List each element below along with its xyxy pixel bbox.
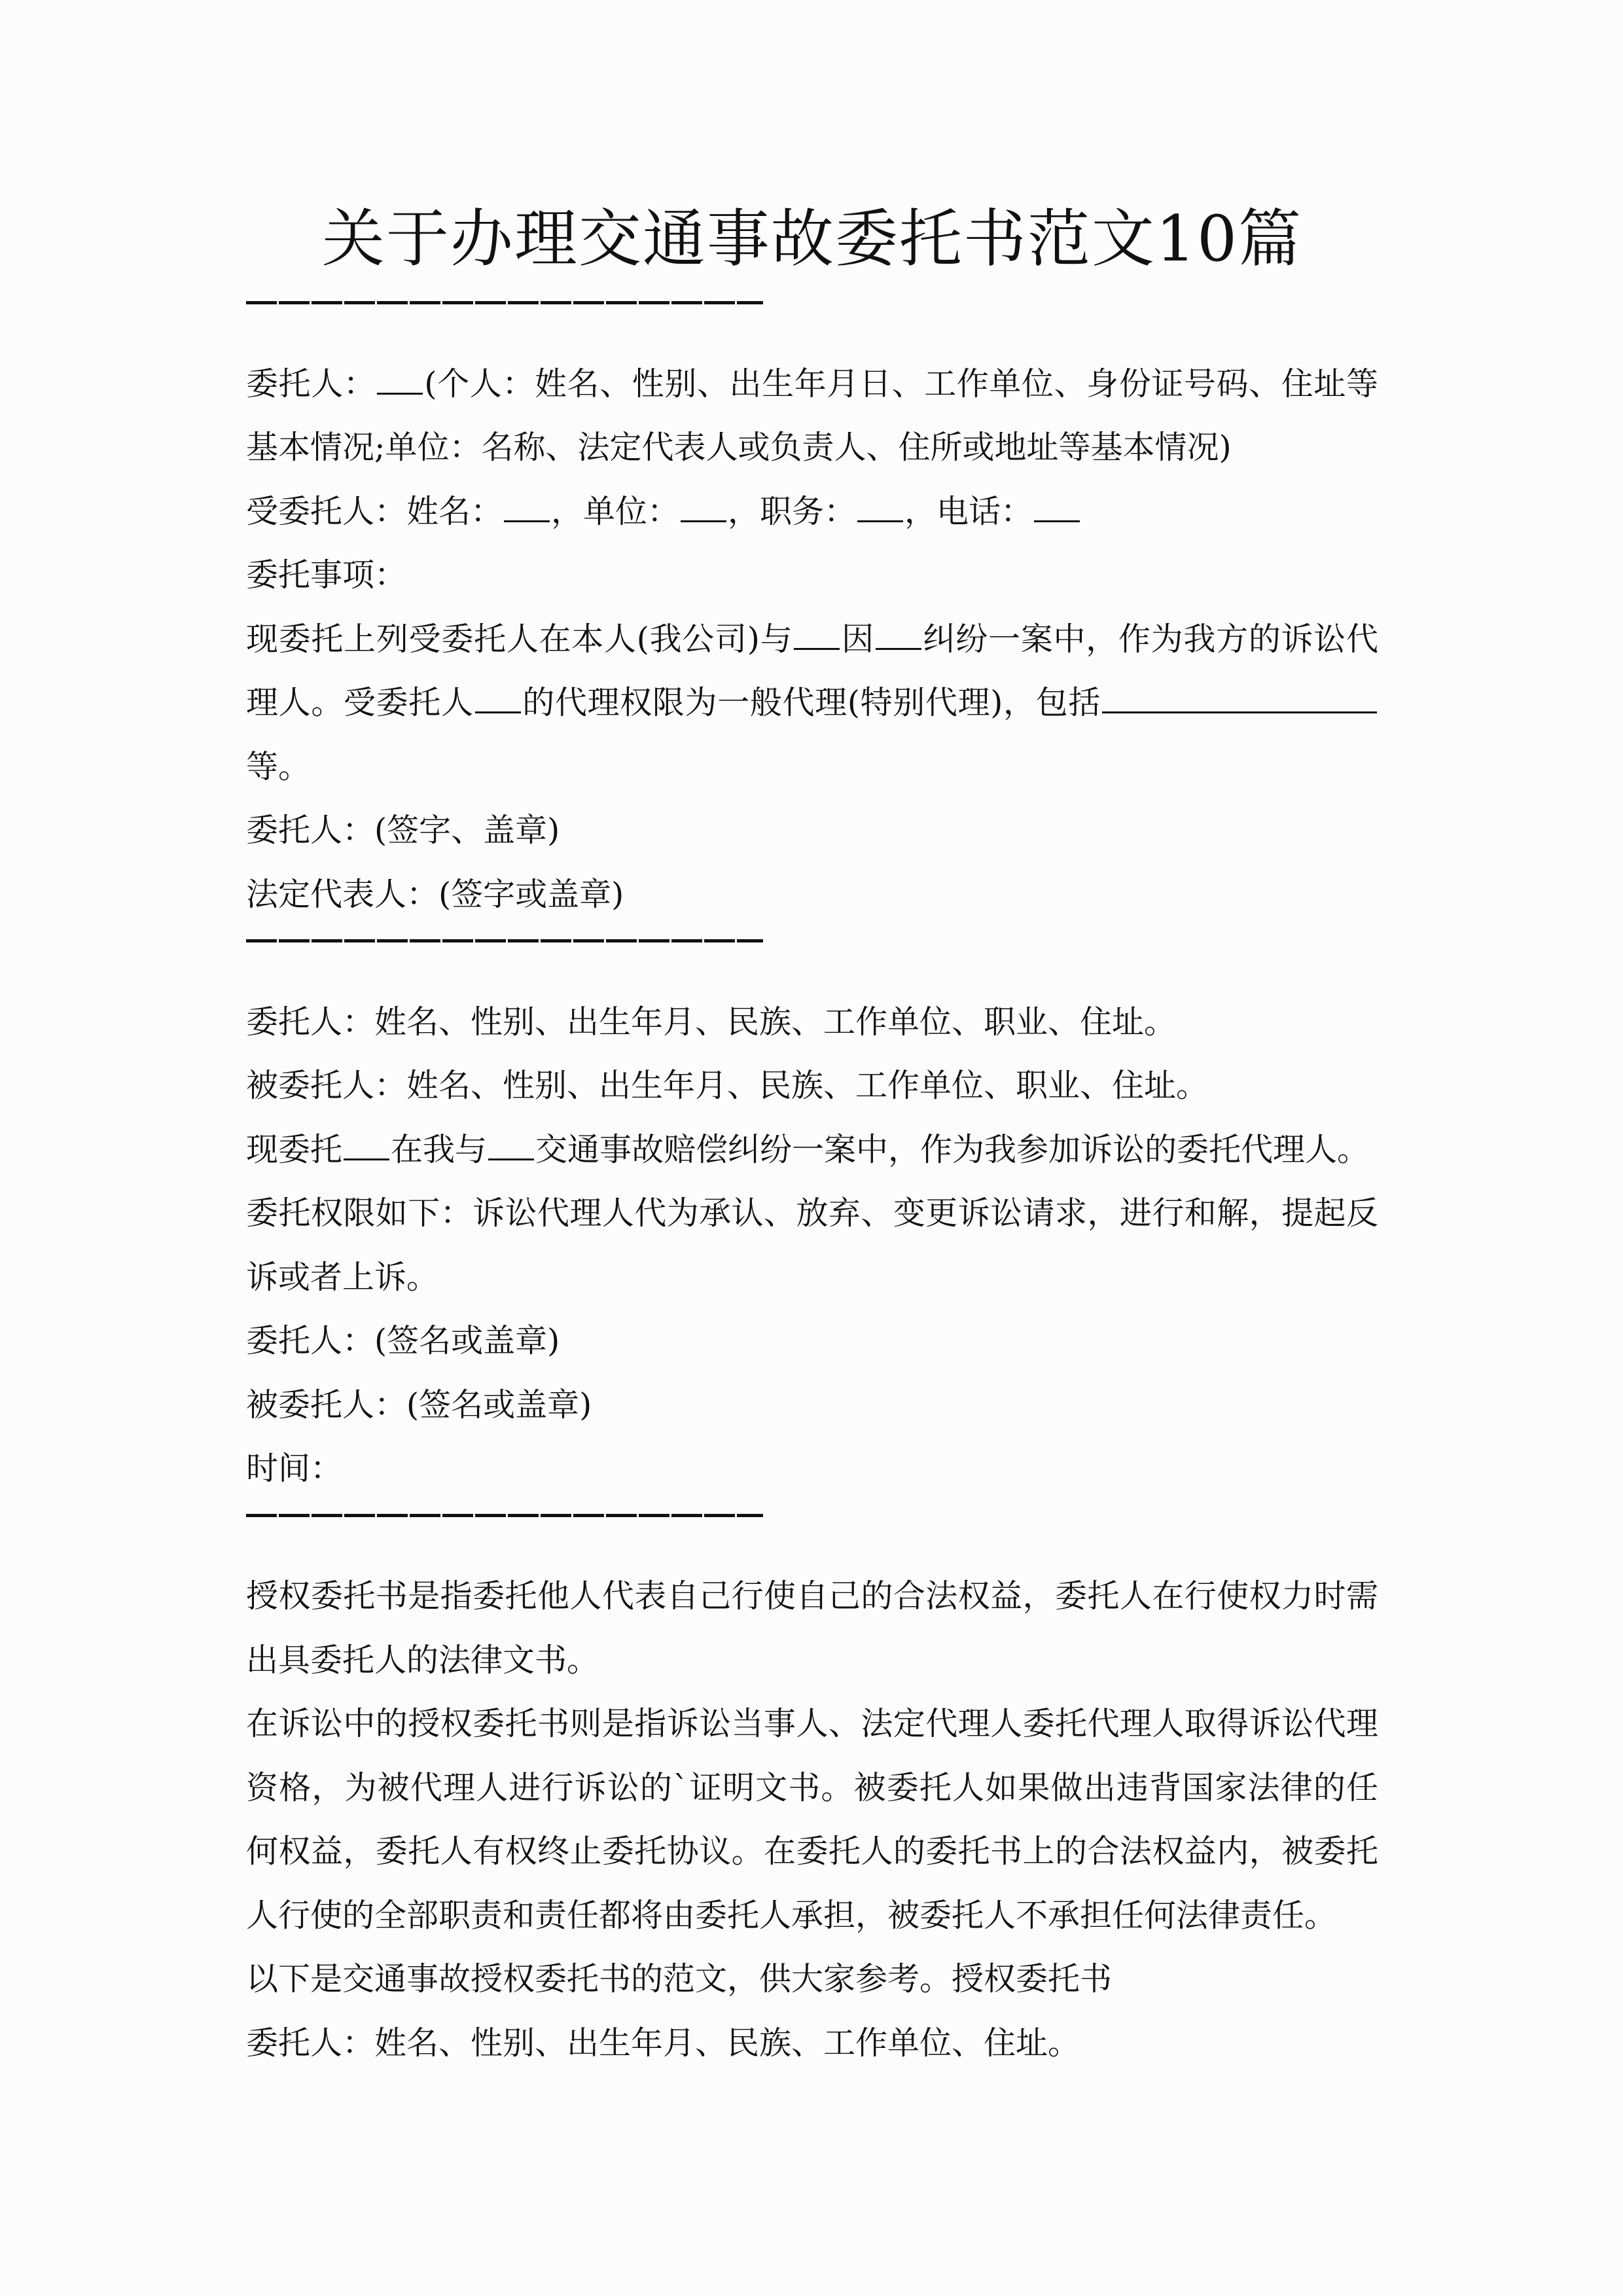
entrust-text: 现委托 <box>246 1130 343 1168</box>
entrust-line <box>246 1118 1378 1182</box>
blank-field <box>344 1129 389 1160</box>
matters-text: 现委托上列受委托人在本人(我公司)与 <box>246 620 793 658</box>
blank-field <box>681 491 726 522</box>
paragraph-line: 以下是交通事故授权委托书的范文，供大家参考。授权委托书 <box>246 1960 1113 1998</box>
section-separator <box>246 926 1378 990</box>
agent-unit-label: ，单位： <box>551 492 680 530</box>
paragraph-line: 在诉讼中的授权委托书则是指诉讼当事人、法定代理人委托代理人取得诉讼代理 <box>246 1705 1378 1742</box>
paragraph-line: 资格，为被代理人进行诉讼的`证明文书。被委托人如果做出违背国家法律的任 <box>246 1768 1378 1806</box>
document-title: 关于办理交通事故委托书范文10篇 <box>321 202 1303 276</box>
paragraph-line: 委托人：姓名、性别、出生年月、民族、工作单位、住址。 <box>246 2024 1080 2062</box>
agent-position-label: ，职务： <box>728 492 857 530</box>
agent-info: 被委托人：姓名、性别、出生年月、民族、工作单位、职业、住址。 <box>246 1067 1209 1104</box>
matters-line <box>246 607 1378 672</box>
matters-line-end: 等。 <box>246 747 311 785</box>
principal-label: 委托人： <box>246 365 376 403</box>
principal-line <box>246 352 1378 416</box>
blank-field <box>1034 491 1080 522</box>
section-separator <box>246 288 1378 352</box>
agent-phone-label: ，电话： <box>904 492 1033 530</box>
blank-field <box>876 619 921 649</box>
agent-signature: 被委托人：(签名或盖章) <box>246 1386 592 1424</box>
authority-line-cont: 诉或者上诉。 <box>246 1258 439 1296</box>
agent-line <box>246 480 1378 544</box>
principal-info: 委托人：姓名、性别、出生年月、民族、工作单位、职业、住址。 <box>246 1003 1177 1041</box>
blank-field <box>488 1129 534 1160</box>
agent-name-label: 受委托人：姓名： <box>246 492 503 530</box>
entrust-text: 在我与 <box>391 1130 488 1168</box>
principal-signature: 委托人：(签名或盖章) <box>246 1322 560 1359</box>
matters-text: 纠纷一案中，作为我方的诉讼代 <box>922 620 1378 658</box>
principal-signature: 委托人：(签字、盖章) <box>246 812 560 849</box>
authority-line: 委托权限如下：诉讼代理人代为承认、放弃、变更诉讼请求，进行和解，提起反 <box>246 1194 1378 1232</box>
document-body <box>246 288 1378 2075</box>
matters-line-cont <box>246 671 1378 735</box>
paragraph-line: 出具委托人的法律文书。 <box>246 1641 599 1679</box>
matters-heading: 委托事项： <box>246 556 407 594</box>
blank-field <box>377 363 423 394</box>
paragraph-line: 人行使的全部职责和责任都将由委托人承担，被委托人不承担任何法律责任。 <box>246 1896 1337 1934</box>
blank-field <box>857 491 903 522</box>
paragraph-line: 何权益，委托人有权终止委托协议。在委托人的委托书上的合法权益内，被委托 <box>246 1833 1378 1870</box>
matters-text: 的代理权限为一般代理(特别代理)，包括 <box>522 684 1101 721</box>
date-line: 时间： <box>246 1450 343 1487</box>
separator-line <box>246 939 763 942</box>
separator-line <box>246 301 763 304</box>
principal-line-cont: 基本情况;单位：名称、法定代表人或负责人、住所或地址等基本情况) <box>246 429 1232 466</box>
legal-rep-signature: 法定代表人：(签字或盖章) <box>246 875 624 913</box>
principal-desc: (个人：姓名、性别、出生年月日、工作单位、身份证号码、住址等 <box>424 365 1378 403</box>
section-separator <box>246 1501 1378 1565</box>
blank-field <box>1102 683 1377 713</box>
blank-field <box>504 491 550 522</box>
paragraph-line: 授权委托书是指委托他人代表自己行使自己的合法权益，委托人在行使权力时需 <box>246 1577 1378 1615</box>
blank-field <box>475 683 521 713</box>
entrust-text: 交通事故赔偿纠纷一案中，作为我参加诉讼的委托代理人。 <box>535 1130 1370 1168</box>
matters-text: 因 <box>841 620 874 658</box>
blank-field <box>794 619 840 649</box>
separator-line <box>246 1514 763 1517</box>
matters-text: 理人。受委托人 <box>246 684 474 721</box>
